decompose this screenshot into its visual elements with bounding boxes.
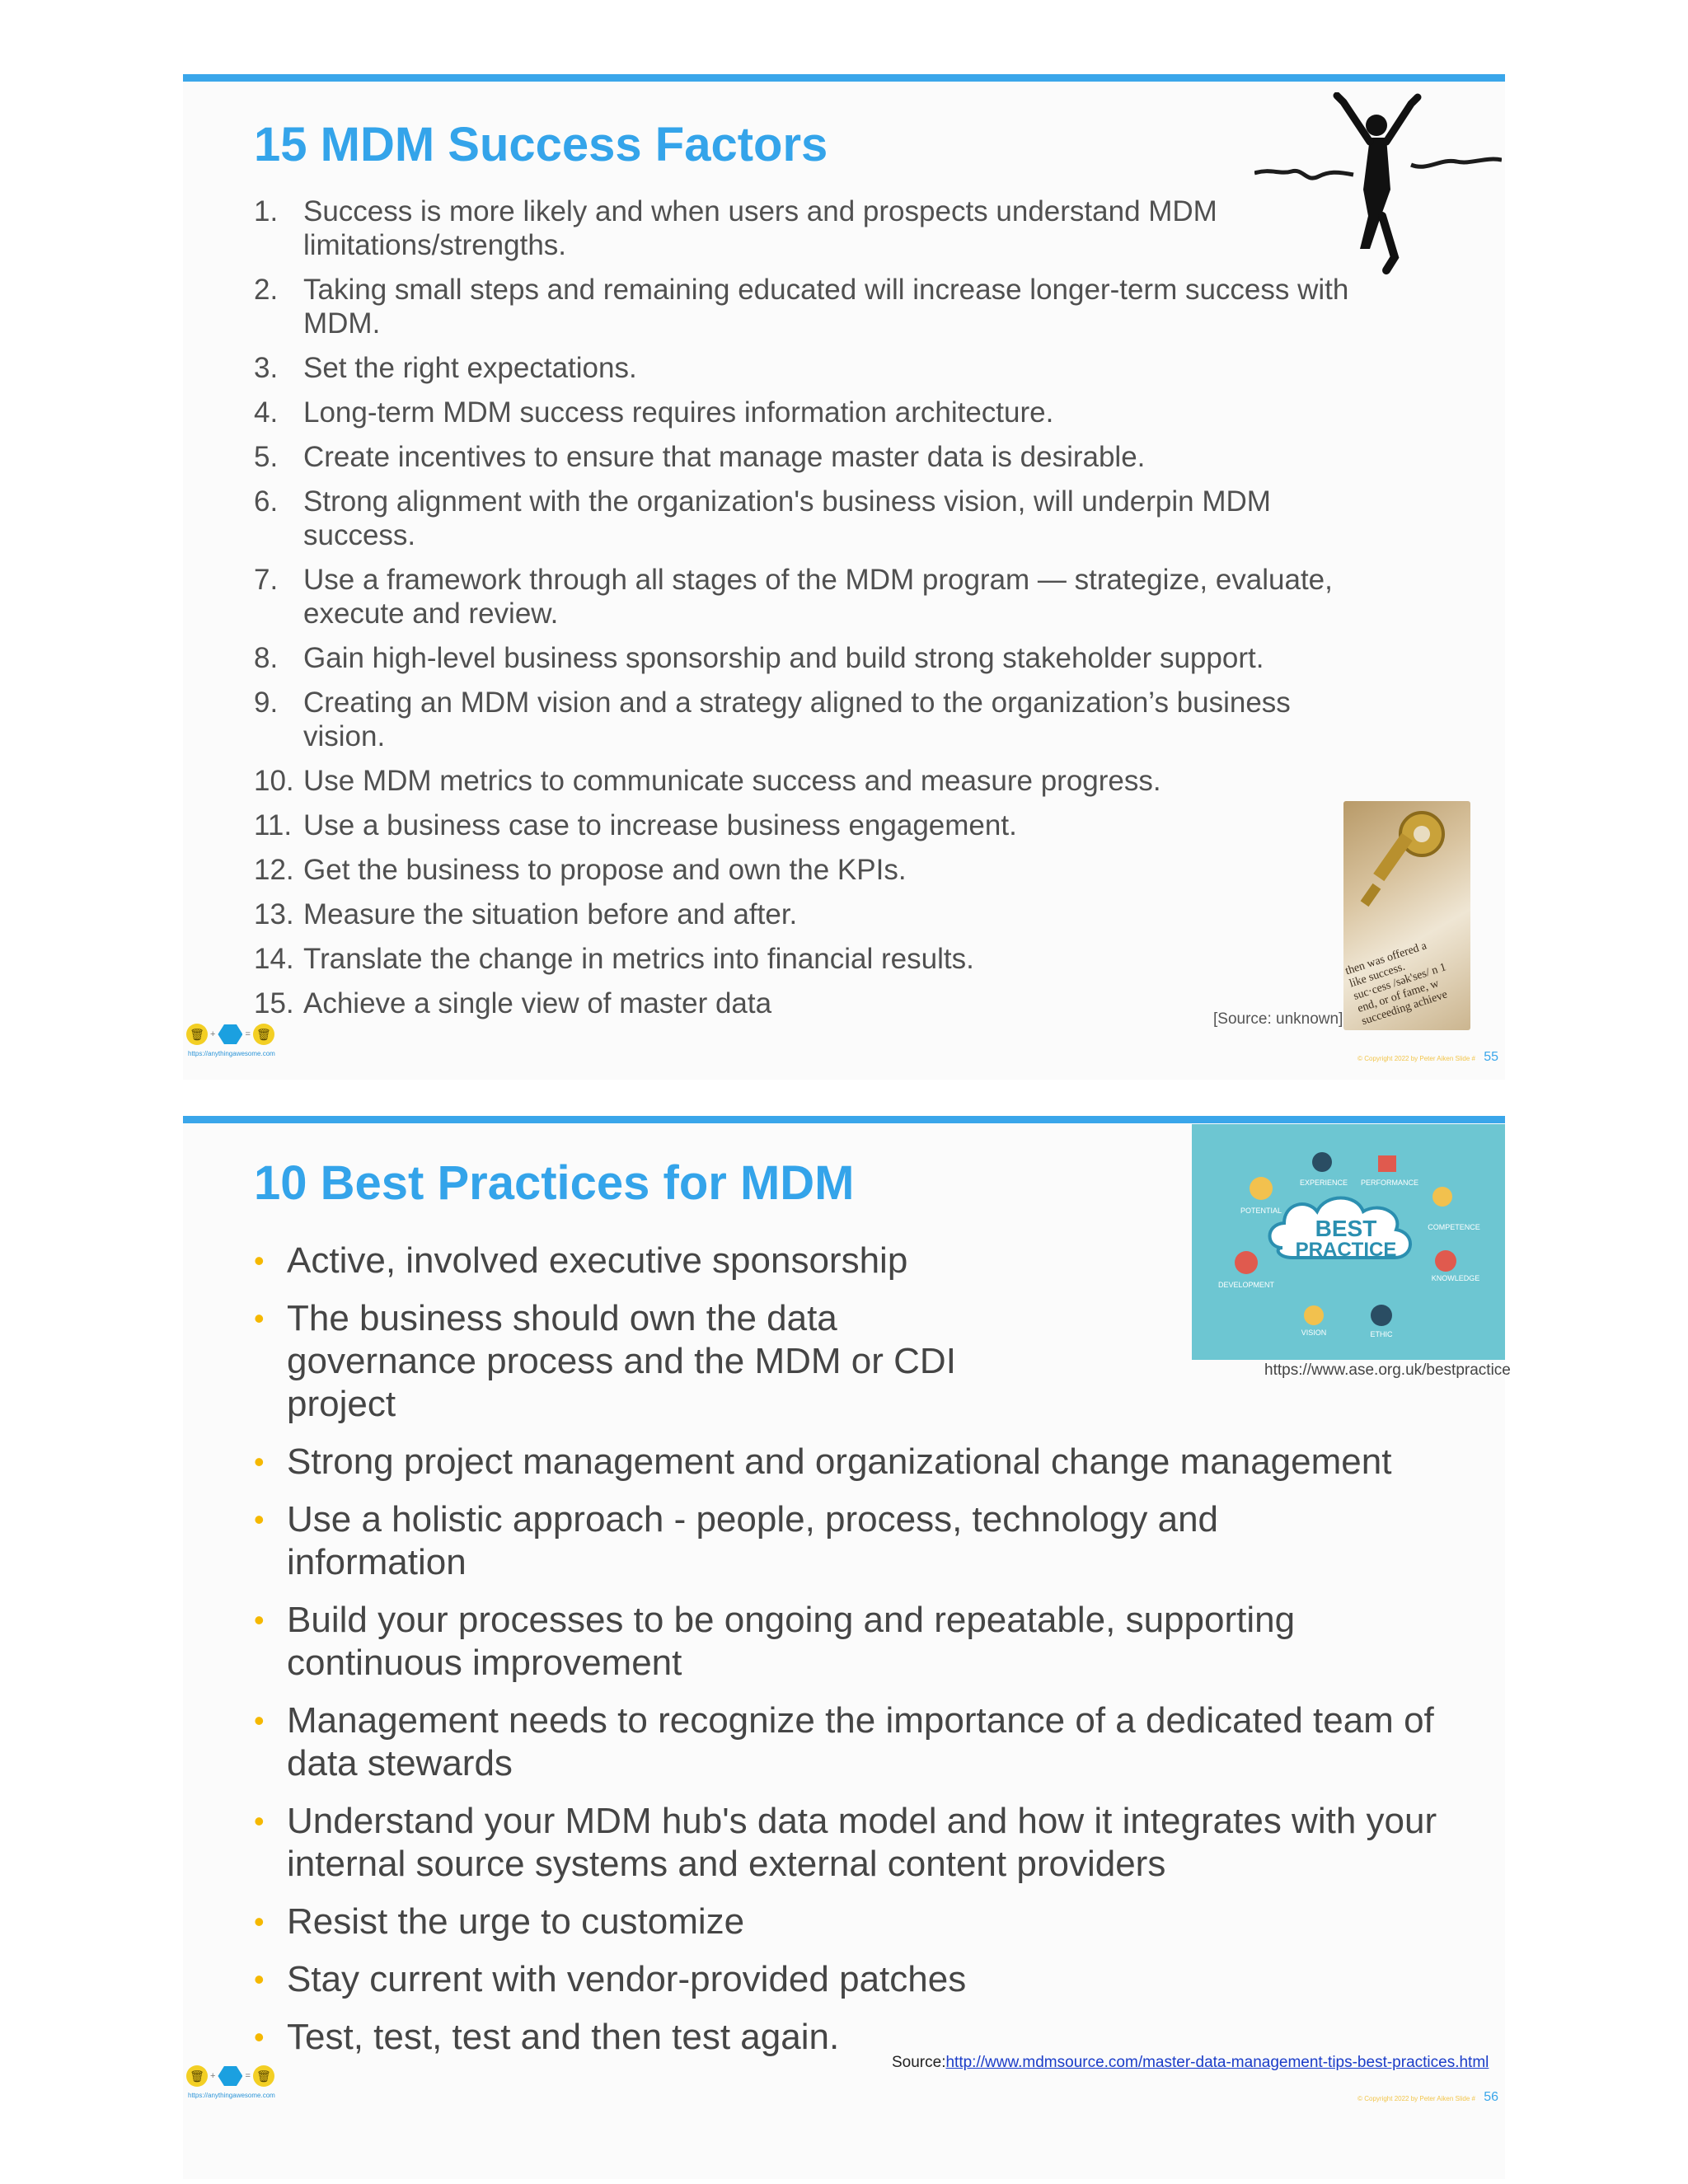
list-item: 15. Achieve a single view of master data bbox=[254, 987, 772, 1019]
climber-icon bbox=[1432, 1187, 1452, 1207]
list-item: • Management needs to recognize the importance of a dedicated team of data stewards bbox=[254, 1700, 1434, 1783]
slide-top-bar bbox=[183, 74, 1505, 82]
list-item: • The business should own the data governance process and the MDM or CDI project bbox=[254, 1298, 956, 1424]
list-item: 12. Get the business to propose and own the KPIs. bbox=[254, 854, 907, 886]
practice-text: PRACTICE bbox=[1295, 1239, 1397, 1261]
slide-55 bbox=[183, 74, 1505, 1080]
svg-text:POTENTIAL: POTENTIAL bbox=[1240, 1207, 1282, 1215]
head-icon bbox=[1250, 1177, 1273, 1200]
bullet-icon: • bbox=[254, 1905, 265, 1938]
svg-text:DEVELOPMENT: DEVELOPMENT bbox=[1217, 1281, 1275, 1289]
list-item: 10. Use MDM metrics to communicate success and measure progress. bbox=[254, 765, 1161, 797]
image-source: [Source: unknown] bbox=[1213, 1010, 1343, 1028]
logo-url: https://anythingawesome.com bbox=[188, 1050, 275, 1057]
list-item: • Active, involved executive sponsorship bbox=[254, 1240, 908, 1281]
list-item: • Stay current with vendor-provided patches bbox=[254, 1959, 967, 1999]
list-item: • Build your processes to be ongoing and repeatable, supporting continuous improvement bbox=[254, 1600, 1296, 1683]
list-item: 6. Strong alignment with the organization's business vision, will underpin MDM success. bbox=[254, 485, 1271, 551]
best-practices-list bbox=[254, 1240, 1474, 2074]
svg-text:COMPETENCE: COMPETENCE bbox=[1428, 1223, 1480, 1231]
list-item: 5. Create incentives to ensure that manage master data is desirable. bbox=[254, 441, 1146, 473]
list-item: 2. Taking small steps and remaining educated will increase longer-term success with MDM. bbox=[254, 274, 1349, 340]
list-item: 7. Use a framework through all stages of the MDM program — strategize, evaluate, execute and review. bbox=[254, 564, 1333, 630]
hexagon-icon bbox=[218, 1024, 242, 1044]
page-number: 55 bbox=[1484, 1050, 1498, 1064]
copyright-footer: © Copyright 2022 by Peter Aiken Slide # bbox=[1357, 2095, 1475, 2102]
list-item: 13. Measure the situation before and after. bbox=[254, 898, 798, 930]
bullet-icon: • bbox=[254, 1962, 265, 1996]
svg-text:KNOWLEDGE: KNOWLEDGE bbox=[1431, 1274, 1480, 1282]
logo-url: https://anythingawesome.com bbox=[188, 2092, 275, 2099]
golden-key-icon bbox=[1343, 801, 1470, 933]
bullet-icon: • bbox=[254, 1244, 265, 1277]
list-item: 11. Use a business case to increase business engagement. bbox=[254, 809, 1017, 841]
source-citation: Source:http://www.mdmsource.com/master-data-management-tips-best-practices.html bbox=[892, 2054, 1489, 2071]
bar-chart-icon bbox=[1378, 1155, 1396, 1172]
slide-top-bar bbox=[183, 1116, 1505, 1123]
trash-can-icon: 🗑 bbox=[186, 1024, 208, 1045]
list-item: • Understand your MDM hub's data model and how it integrates with your internal source systems and external content providers bbox=[254, 1801, 1437, 1884]
bullet-icon: • bbox=[254, 1445, 265, 1479]
list-item: • Use a holistic approach - people, process, technology and information bbox=[254, 1499, 1219, 1582]
anything-awesome-logo: 🗑 + = 🗑 bbox=[186, 2065, 274, 2087]
svg-text:PERFORMANCE: PERFORMANCE bbox=[1360, 1179, 1419, 1187]
hexagon-icon bbox=[218, 2066, 242, 2086]
copyright-footer: © Copyright 2022 by Peter Aiken Slide # bbox=[1357, 1055, 1475, 1062]
slide-title: 15 MDM Success Factors bbox=[254, 118, 828, 171]
list-item: 3. Set the right expectations. bbox=[254, 352, 637, 384]
source-link[interactable]: http://www.mdmsource.com/master-data-management-tips-best-practices.html bbox=[945, 2054, 1489, 2071]
bullet-icon: • bbox=[254, 1301, 265, 1335]
list-item: 1. Success is more likely and when users and prospects understand MDM limitations/strengths. bbox=[254, 195, 1217, 261]
dictionary-text: then was offered a like success. suc·cess /sək'ses/ n 1 end, or of fame, w succeeding achieve bbox=[1343, 940, 1450, 1029]
anything-awesome-logo: 🗑 + = 🗑 bbox=[186, 1024, 274, 1045]
list-item: • Test, test, test and then test again. bbox=[254, 2017, 840, 2057]
target-icon bbox=[1312, 1152, 1332, 1172]
bullet-icon: • bbox=[254, 2020, 265, 2054]
bullet-icon: • bbox=[254, 1502, 265, 1536]
svg-text:EXPERIENCE: EXPERIENCE bbox=[1299, 1179, 1348, 1187]
key-dictionary-image bbox=[1343, 801, 1470, 1030]
trash-can-icon: 🗑 bbox=[186, 2065, 208, 2087]
svg-text:ETHIC: ETHIC bbox=[1370, 1330, 1393, 1338]
list-item: • Resist the urge to customize bbox=[254, 1901, 745, 1942]
bullet-icon: • bbox=[254, 1804, 265, 1838]
bullet-icon: • bbox=[254, 1603, 265, 1637]
bullet-icon: • bbox=[254, 1704, 265, 1737]
best-text: BEST bbox=[1315, 1216, 1377, 1241]
list-item: 9. Creating an MDM vision and a strategy aligned to the organization’s business vision. bbox=[254, 687, 1291, 752]
svg-text:VISION: VISION bbox=[1301, 1329, 1327, 1337]
image-source: https://www.ase.org.uk/bestpractice bbox=[1264, 1361, 1511, 1379]
list-item: 4. Long-term MDM success requires information architecture. bbox=[254, 396, 1054, 429]
list-item: • Strong project management and organizational change management bbox=[254, 1441, 1392, 1482]
slide-title: 10 Best Practices for MDM bbox=[254, 1156, 855, 1210]
page-number: 56 bbox=[1484, 2090, 1498, 2104]
trash-can-icon: 🗑 bbox=[253, 1024, 274, 1045]
list-item: 14. Translate the change in metrics into financial results. bbox=[254, 943, 974, 975]
trash-can-icon: 🗑 bbox=[253, 2065, 274, 2087]
list-item: 8. Gain high-level business sponsorship and build strong stakeholder support. bbox=[254, 642, 1264, 674]
slide-56 bbox=[183, 1116, 1511, 2179]
success-factors-list bbox=[254, 194, 1424, 1031]
